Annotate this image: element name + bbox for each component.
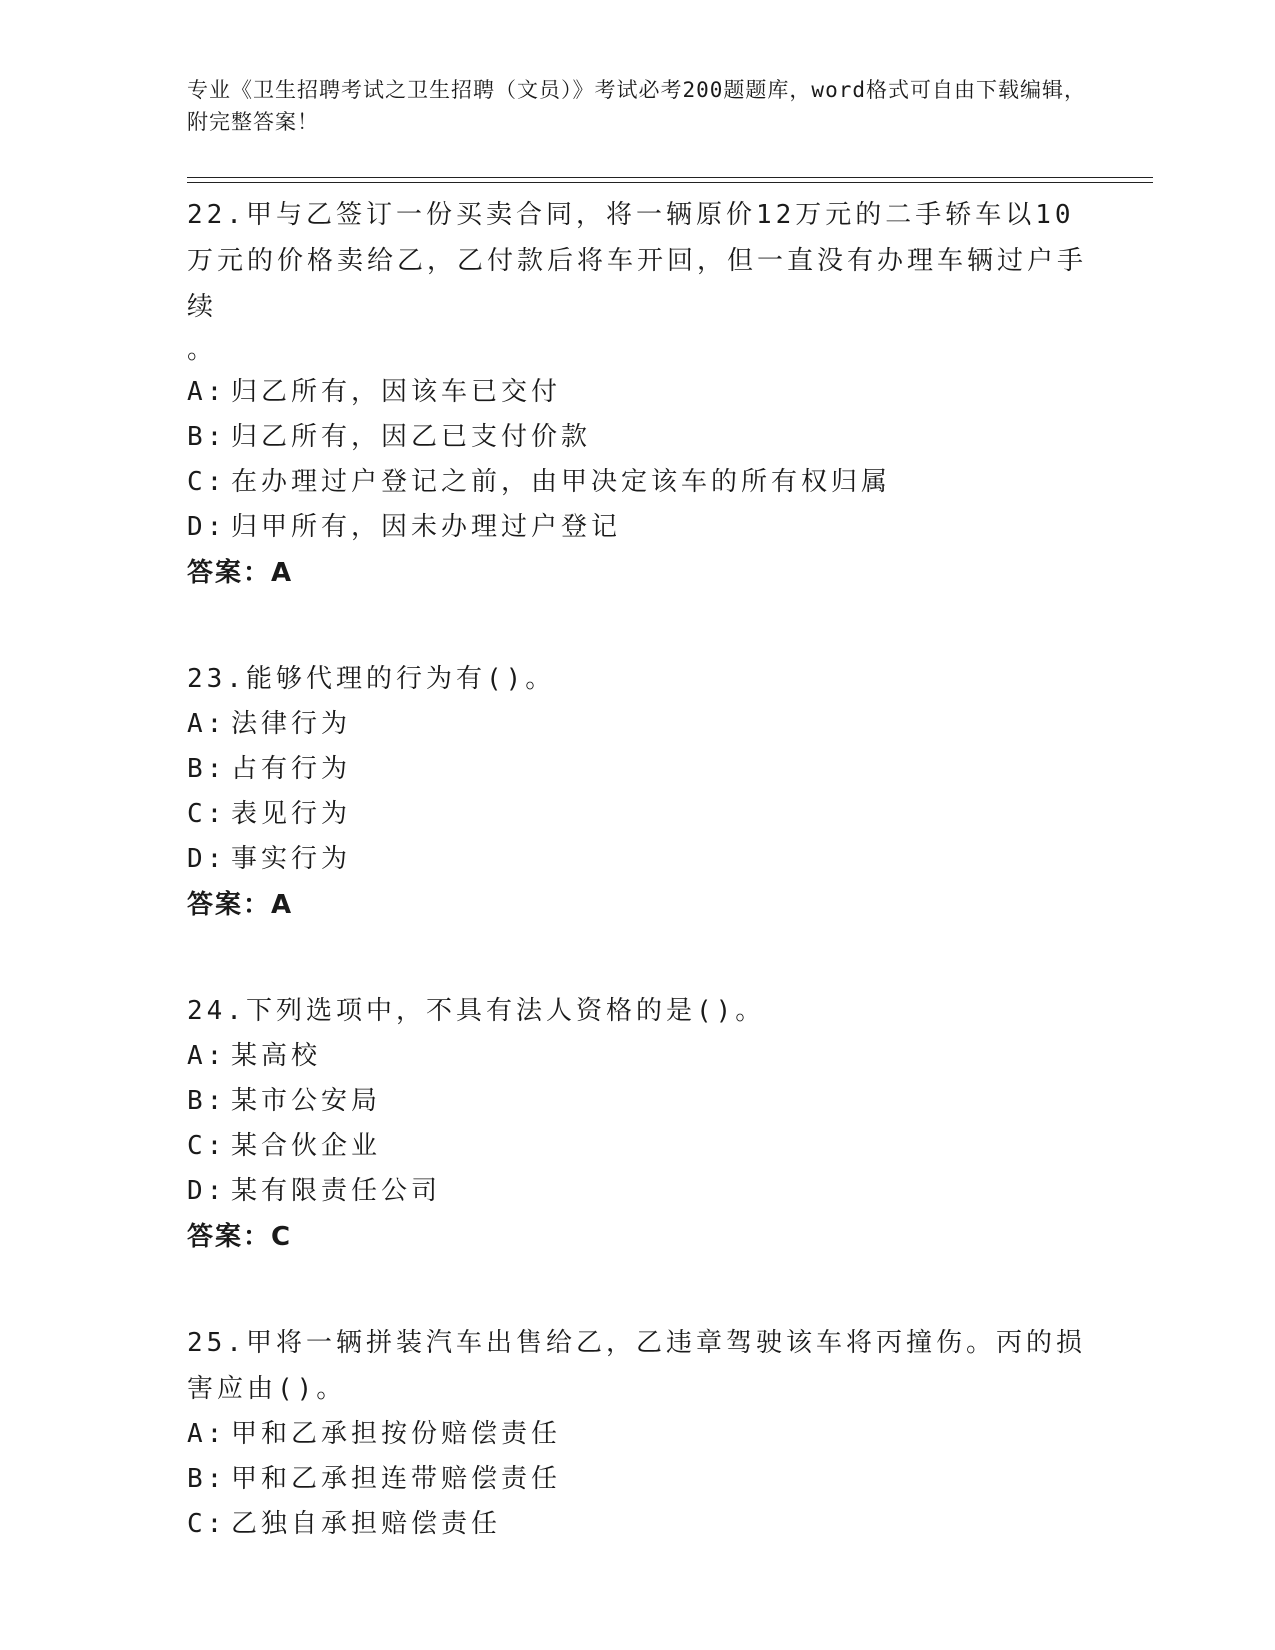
answer-value: C — [271, 1222, 293, 1252]
option-letter: B: — [187, 1464, 227, 1494]
option-letter: B: — [187, 422, 227, 452]
question-stem: 能够代理的行为有()。 — [245, 664, 556, 694]
question-spacer — [187, 1260, 1087, 1320]
option-d — [187, 505, 1087, 550]
option-text: 事实行为 — [231, 844, 352, 874]
option-text: 在办理过户登记之前，由甲决定该车的所有权归属 — [231, 467, 892, 497]
answer-value: A — [271, 558, 294, 588]
question-stem: 甲与乙签订一份买卖合同，将一辆原价12万元的二手轿车以10万元的价格卖给乙，乙付款后将车开回，但一直没有办理车辆过户手续 — [187, 200, 1088, 322]
option-letter: D: — [187, 844, 227, 874]
question-spacer — [187, 596, 1087, 656]
question-stem: 甲将一辆拼装汽车出售给乙，乙违章驾驶该车将丙撞伤。丙的损害应由()。 — [187, 1328, 1086, 1404]
option-text: 某有限责任公司 — [231, 1176, 442, 1206]
option-text: 某合伙企业 — [231, 1131, 382, 1161]
answer-label: 答案： — [187, 558, 272, 588]
option-text: 表见行为 — [231, 799, 352, 829]
option-letter: C: — [187, 467, 227, 497]
option-letter: A: — [187, 709, 227, 739]
option-b — [187, 747, 1087, 792]
header-divider-bottom — [187, 182, 1153, 183]
option-c — [187, 460, 1087, 505]
option-letter: A: — [187, 377, 227, 407]
option-letter: D: — [187, 1176, 227, 1206]
option-c — [187, 1502, 1087, 1547]
option-d — [187, 837, 1087, 882]
option-c — [187, 1124, 1087, 1169]
option-text: 占有行为 — [231, 754, 352, 784]
document-header: 专业《卫生招聘考试之卫生招聘（文员）》考试必考200题题库，word格式可自由下载编辑，附完整答案！ — [187, 78, 1086, 134]
option-text: 归乙所有，因该车已交付 — [231, 377, 562, 407]
question-spacer — [187, 928, 1087, 988]
option-b — [187, 415, 1087, 460]
option-b — [187, 1079, 1087, 1124]
answer-line — [187, 882, 1087, 928]
question-number: 24. — [187, 996, 246, 1026]
question-text — [187, 192, 1087, 330]
option-a — [187, 1412, 1087, 1457]
option-b — [187, 1457, 1087, 1502]
option-text: 法律行为 — [231, 709, 352, 739]
option-letter: B: — [187, 1086, 227, 1116]
option-text: 某市公安局 — [231, 1086, 382, 1116]
option-d — [187, 1169, 1087, 1214]
question-stem: 下列选项中，不具有法人资格的是()。 — [245, 996, 766, 1026]
question-number: 22. — [187, 200, 246, 230]
answer-label: 答案： — [187, 1222, 272, 1252]
header-divider-top — [187, 177, 1153, 178]
option-letter: B: — [187, 754, 227, 784]
question-23 — [187, 656, 1087, 928]
option-c — [187, 792, 1087, 837]
question-text — [187, 1320, 1087, 1412]
option-text: 归甲所有，因未办理过户登记 — [231, 512, 622, 542]
option-text: 某高校 — [231, 1041, 322, 1071]
option-a — [187, 702, 1087, 747]
option-a — [187, 370, 1087, 415]
answer-label: 答案： — [187, 890, 272, 920]
question-number: 23. — [187, 664, 246, 694]
answer-line — [187, 1214, 1087, 1260]
option-letter: A: — [187, 1041, 227, 1071]
answer-value: A — [271, 890, 294, 920]
question-text — [187, 988, 1087, 1034]
question-list — [187, 192, 1087, 1547]
option-letter: C: — [187, 1131, 227, 1161]
option-text: 归乙所有，因乙已支付价款 — [231, 422, 592, 452]
option-text: 甲和乙承担连带赔偿责任 — [231, 1464, 562, 1494]
option-a — [187, 1034, 1087, 1079]
option-letter: A: — [187, 1419, 227, 1449]
option-letter: C: — [187, 799, 227, 829]
answer-line — [187, 550, 1087, 596]
question-24 — [187, 988, 1087, 1260]
option-text: 乙独自承担赔偿责任 — [231, 1509, 502, 1539]
option-letter: C: — [187, 1509, 227, 1539]
question-22 — [187, 192, 1087, 596]
option-letter: D: — [187, 512, 227, 542]
question-text — [187, 656, 1087, 702]
question-number: 25. — [187, 1328, 246, 1358]
option-text: 甲和乙承担按份赔偿责任 — [231, 1419, 562, 1449]
question-25 — [187, 1320, 1087, 1547]
question-tail: 。 — [187, 335, 218, 365]
